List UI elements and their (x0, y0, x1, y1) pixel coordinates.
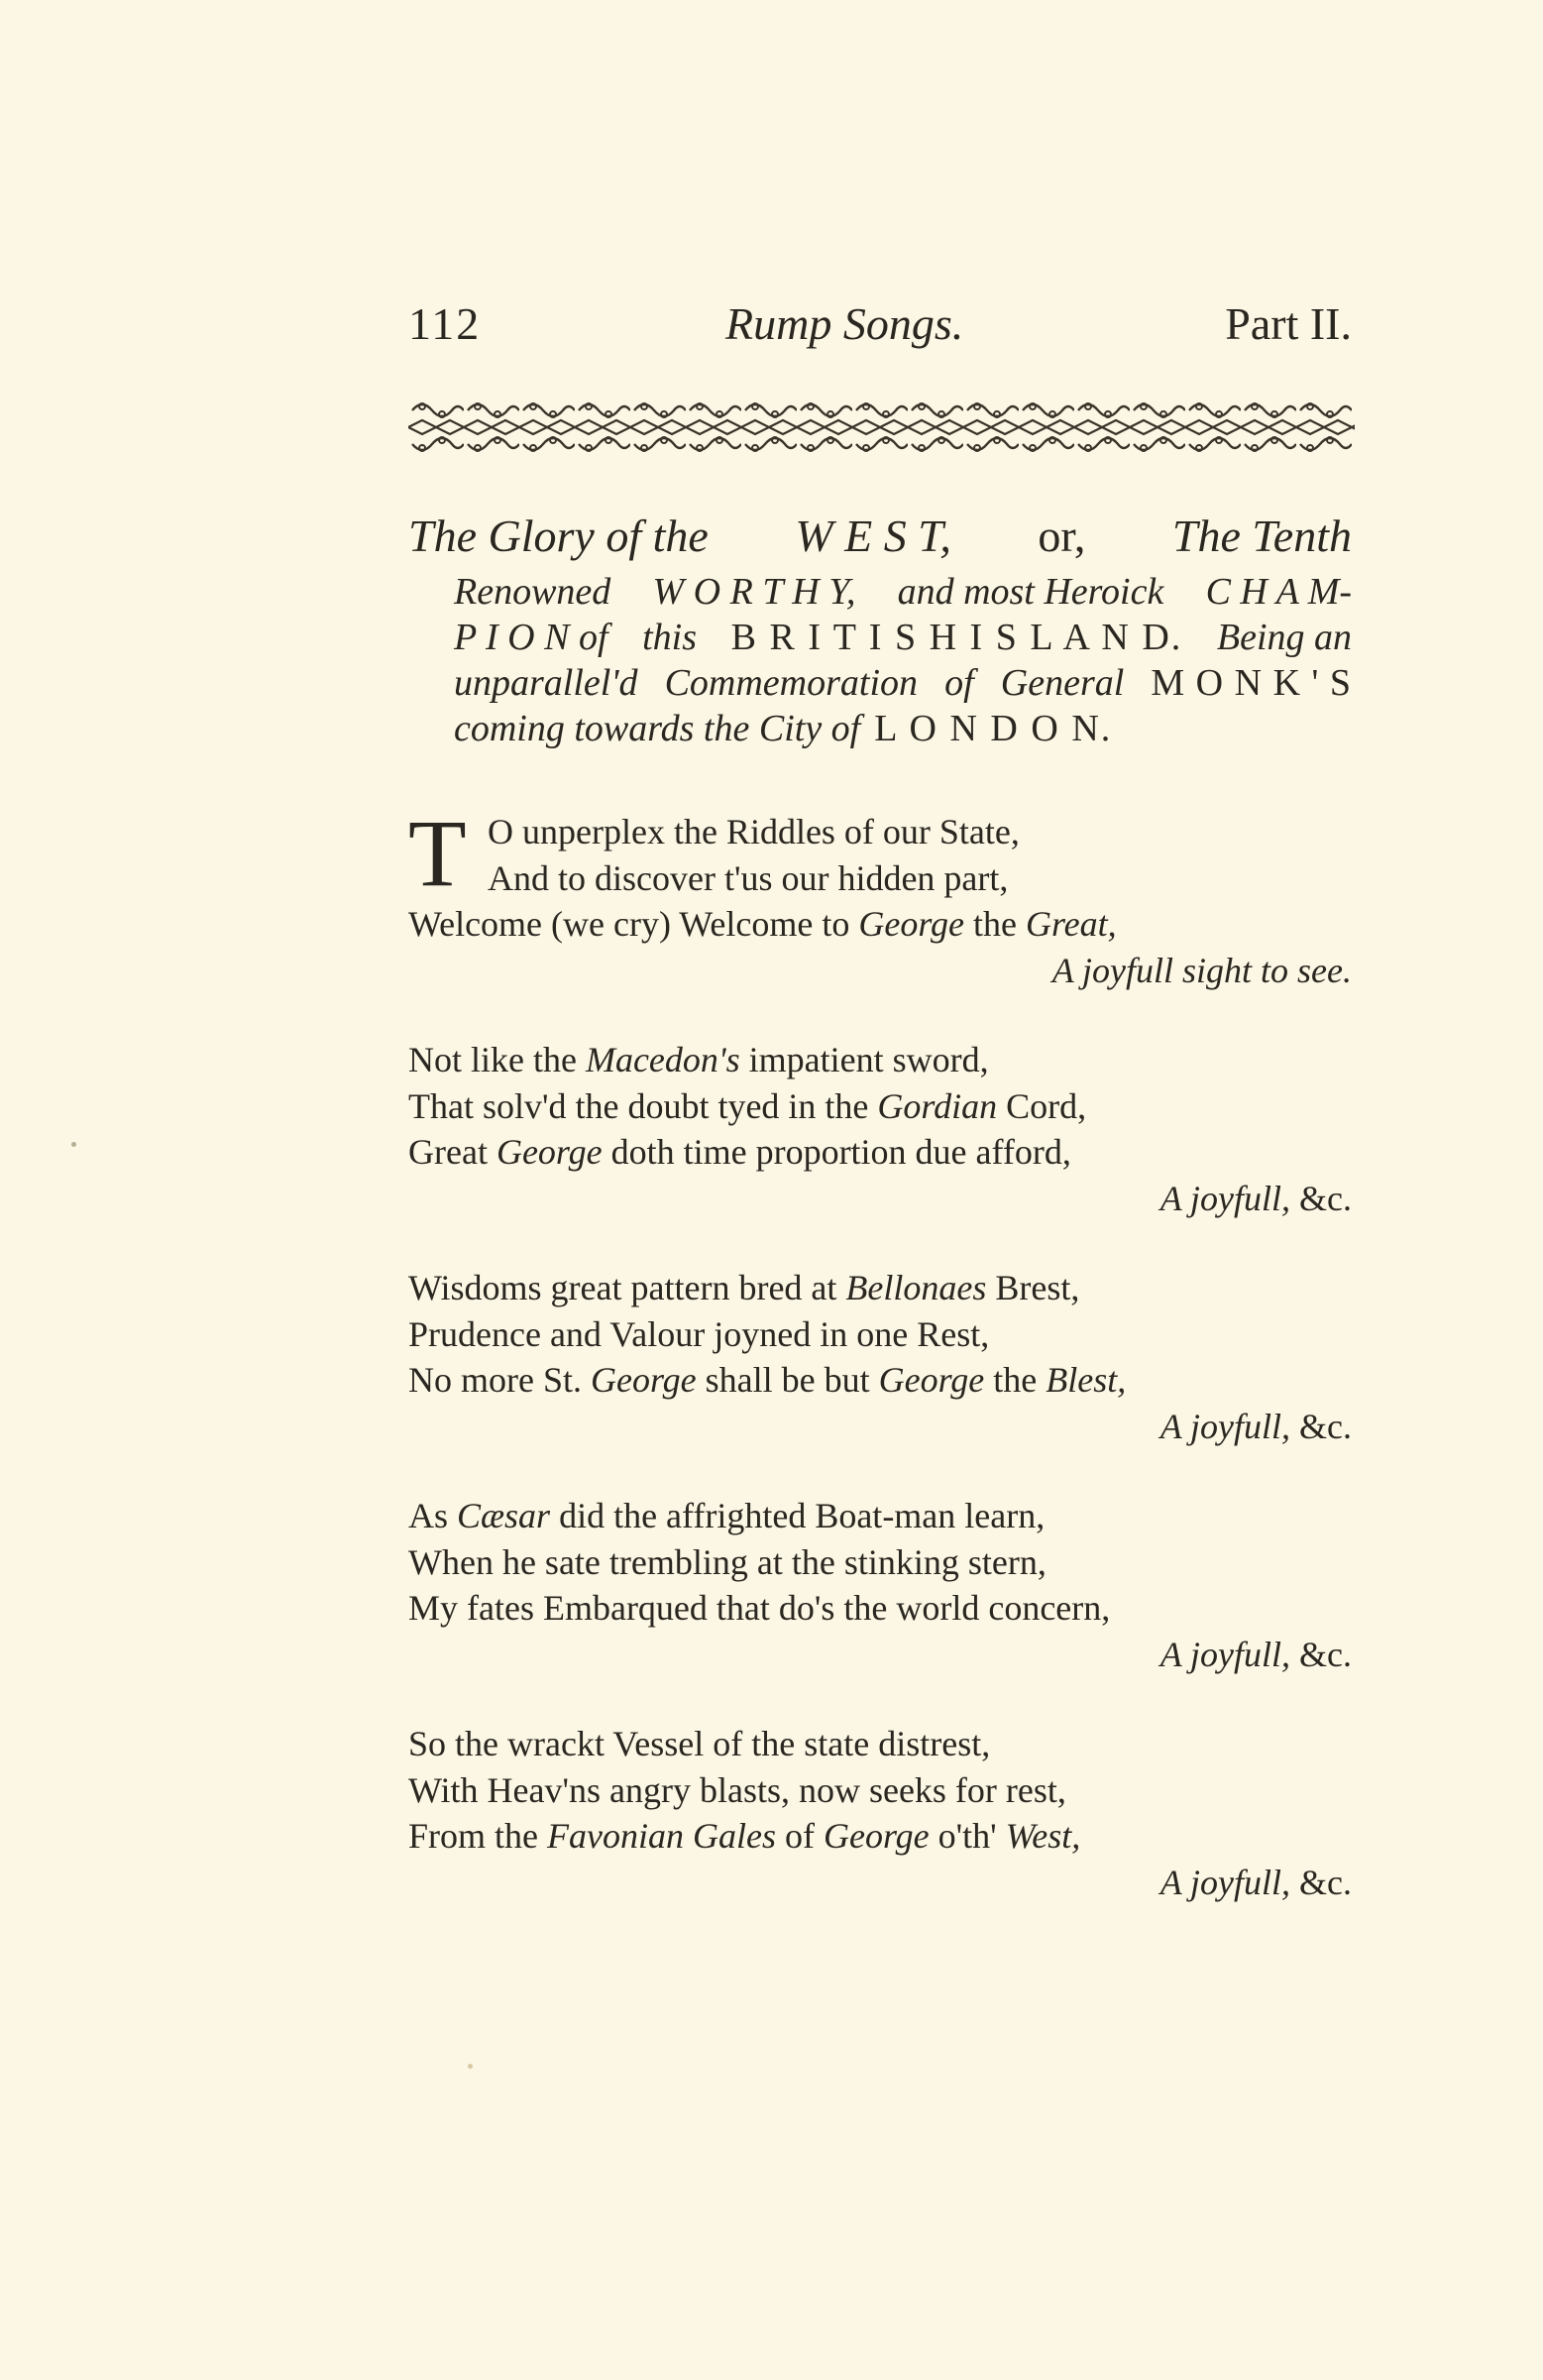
song-title-block (408, 504, 1352, 751)
line-part-italic: Gordian (877, 1085, 998, 1126)
page-number: 112 (408, 298, 482, 349)
refrain-italic: A joyfull, (1159, 1406, 1291, 1446)
paper-speck (71, 1142, 76, 1147)
stanza-4 (408, 1493, 1352, 1677)
title-text: The Glory of the (408, 510, 709, 561)
refrain-etc: &c. (1290, 1634, 1352, 1674)
poem-line (408, 1813, 1352, 1860)
refrain-etc: &c. (1290, 1406, 1352, 1446)
poem-line (408, 1493, 1352, 1539)
refrain (408, 1404, 1352, 1450)
line-part-italic: George (496, 1132, 603, 1172)
line-part-italic: Cæsar (457, 1496, 551, 1535)
line-part: the (963, 904, 1026, 944)
line-part: impatient sword, (739, 1040, 989, 1079)
line-part: As (408, 1496, 458, 1535)
refrain-etc: &c. (1290, 1178, 1352, 1218)
refrain-italic: A joyfull, (1159, 1178, 1291, 1218)
title-commemoration: Commemoration (664, 662, 919, 704)
poem-line (408, 1083, 1352, 1130)
title-british-island: B R I T I S H I S L A N D. (730, 617, 1183, 658)
song-title-line-2 (408, 569, 1352, 615)
poem-line (408, 1357, 1352, 1404)
line-part-italic: Great, (1025, 904, 1117, 944)
poem-line (408, 901, 1352, 948)
line-part: No more St. (408, 1360, 591, 1400)
refrain (408, 1176, 1352, 1222)
title-monks: M O N K ' S (1151, 662, 1352, 704)
line-part-italic: George (858, 904, 964, 944)
poem-line (408, 1265, 1352, 1311)
refrain-italic: A joyfull, (1159, 1634, 1291, 1674)
line-part: Welcome (we cry) Welcome to (408, 904, 859, 944)
running-title: Rump Songs. (725, 298, 964, 349)
ornamental-border-band-icon (408, 397, 1355, 458)
title-pion: P I O N of (454, 617, 608, 658)
title-heroick: and most Heroick (897, 571, 1164, 613)
poem-line: Prudence and Valour joyned in one Rest, (408, 1313, 990, 1354)
title-tenth: The Tenth (1171, 510, 1352, 561)
stanza-5 (408, 1721, 1352, 1905)
line-part: Cord, (997, 1085, 1087, 1126)
line-part: Wisdoms great pattern bred at (408, 1268, 846, 1307)
line-part: shall be but (696, 1360, 879, 1400)
title-or: or, (1038, 510, 1086, 561)
title-of: of (944, 662, 974, 704)
title-west: W E S T, (795, 510, 951, 561)
poem-line (408, 1037, 1352, 1083)
line-part: That solv'd the doubt tyed in the (408, 1085, 878, 1126)
title-this: this (642, 617, 698, 658)
stanza-3 (408, 1265, 1352, 1449)
title-unparalleld: unparallel'd (454, 662, 638, 704)
title-being-an: Being an (1216, 617, 1352, 658)
refrain: A joyfull sight to see. (1051, 950, 1352, 990)
line-part: Great (408, 1132, 496, 1172)
song-title-line-1 (408, 504, 1352, 569)
refrain-italic: A joyfull, (1159, 1862, 1291, 1902)
stanza-1 (408, 800, 1352, 993)
line-part: Brest, (986, 1268, 1080, 1307)
running-header (408, 297, 1352, 357)
poem-line: O unperplex the Riddles of our State, (488, 812, 1020, 851)
poem-line: When he sate trembling at the stinking stern, (408, 1541, 1047, 1582)
title-coming: coming towards the City of (454, 708, 861, 749)
title-renowned: Renowned (454, 571, 611, 613)
title-london: L O N D O N. (874, 708, 1113, 749)
stanza-1-opening (408, 800, 1352, 906)
line-part: From the (408, 1816, 547, 1856)
refrain (408, 1632, 1352, 1678)
line-part-italic: George (591, 1360, 697, 1400)
poem-body (408, 800, 1352, 1949)
title-champ: C H A M- (1205, 571, 1352, 613)
poem-line (408, 1129, 1352, 1176)
line-part: the (984, 1360, 1047, 1400)
refrain-etc: &c. (1290, 1862, 1352, 1902)
title-worthy: W O R T H Y, (652, 571, 856, 613)
line-part-italic: Macedon's (585, 1040, 740, 1079)
line-part: o'th' (929, 1816, 1006, 1856)
part-label: Part II. (1225, 298, 1352, 349)
stanza-2 (408, 1037, 1352, 1221)
refrain (408, 1860, 1352, 1906)
song-title-line-5 (408, 706, 1352, 751)
line-part-italic: West, (1005, 1816, 1081, 1856)
line-part: did the affrighted Boat-man learn, (550, 1496, 1046, 1535)
song-title-line-3 (408, 615, 1352, 660)
line-part: doth time proportion due afford, (602, 1132, 1071, 1172)
line-part: Not like the (408, 1040, 586, 1079)
line-part-italic: Bellonaes (845, 1268, 987, 1307)
poem-line: So the wrackt Vessel of the state distrest, (408, 1724, 991, 1763)
line-part-italic: George (823, 1816, 930, 1856)
paper-speck (468, 2064, 473, 2069)
line-part-italic: Favonian Gales (547, 1816, 776, 1856)
poem-line: And to discover t'us our hidden part, (488, 857, 1009, 898)
line-part: of (775, 1816, 824, 1856)
poem-line: With Heav'ns angry blasts, now seeks for rest, (408, 1769, 1066, 1810)
poem-line: My fates Embarqued that do's the world concern, (408, 1588, 1111, 1628)
line-part-italic: Blest, (1046, 1360, 1127, 1400)
song-title-line-4 (408, 660, 1352, 706)
line-part-italic: George (878, 1360, 985, 1400)
drop-capital: T (408, 800, 467, 906)
title-general: General (1000, 662, 1125, 704)
